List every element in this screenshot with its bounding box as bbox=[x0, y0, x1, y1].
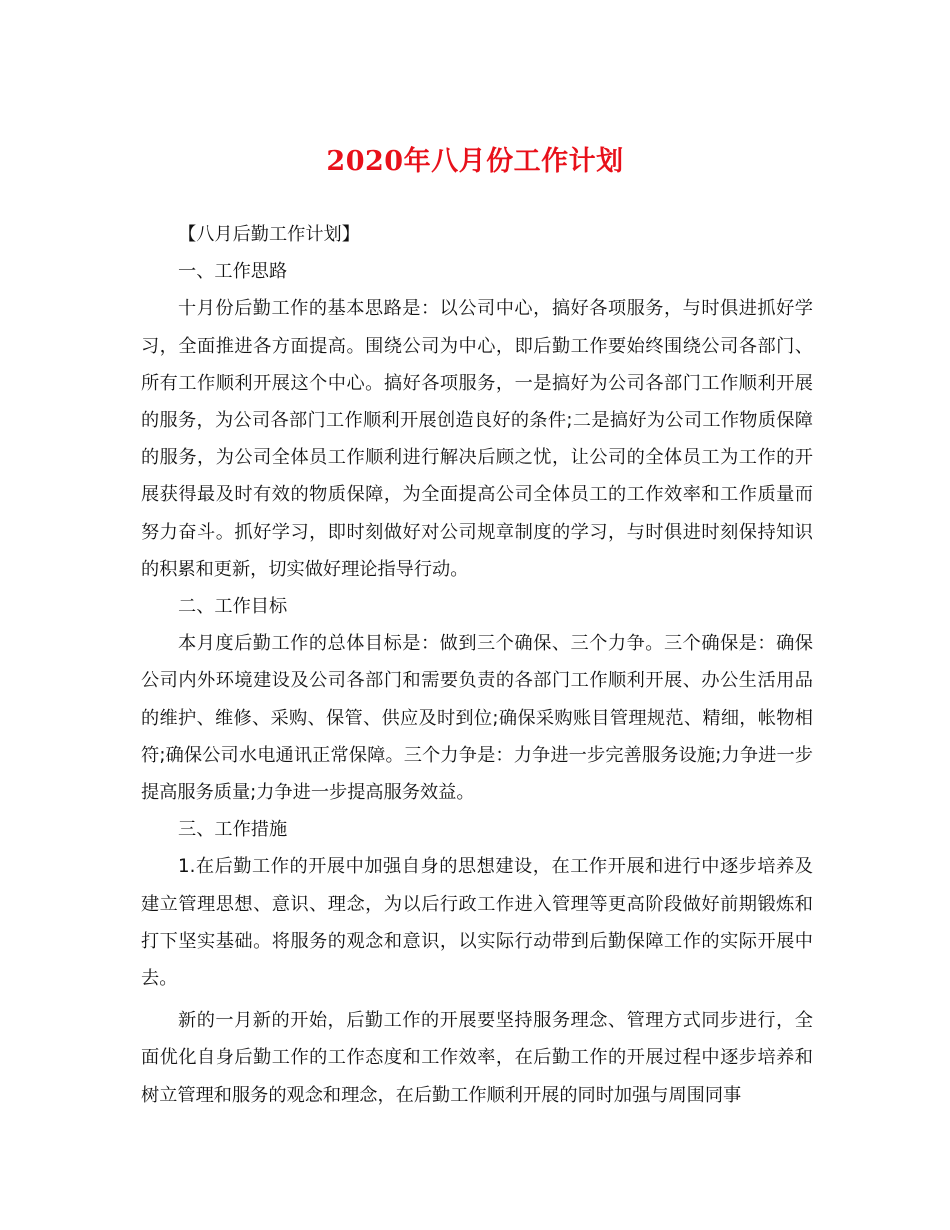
paragraph-3: 1.在后勤工作的开展中加强自身的思想建设，在工作开展和进行中逐步培养及建立管理思想、意识、理念，为以后行政工作进入管理等更高阶段做好前期锻炼和打下坚实基础。将服务的观念和意识，以实际行动带到后勤保障工作的实际开展中去。 bbox=[141, 856, 813, 990]
document-title: 2020年八月份工作计划 bbox=[326, 146, 624, 177]
section-heading-1: 一、工作思路 bbox=[178, 261, 288, 283]
paragraph-2: 本月度后勤工作的总体目标是：做到三个确保、三个力争。三个确保是：确保公司内外环境建设及公司各部门和需要负责的各部门工作顺利开展、办公生活用品的维护、维修、采购、保管、供应及时到位;确保采购账目管理规范、精细，帐物相符;确保公司水电通讯正常保障。三个力争是：力争进一步完善服务设施;力争进一步提高服务质量;力争进一步提高服务效益。 bbox=[141, 633, 813, 804]
section-label: 【八月后勤工作计划】 bbox=[178, 224, 360, 245]
paragraph-4: 新的一月新的开始，后勤工作的开展要坚持服务理念、管理方式同步进行，全面优化自身后勤工作的工作态度和工作效率，在后勤工作的开展过程中逐步培养和树立管理和服务的观念和理念，在后勤工作顺利开展的同时加强与周围同事 bbox=[141, 1010, 813, 1106]
section-heading-2: 二、工作目标 bbox=[178, 596, 288, 618]
document-body bbox=[141, 216, 813, 1114]
section-heading-3: 三、工作措施 bbox=[178, 819, 288, 841]
paragraph-1: 十月份后勤工作的基本思路是：以公司中心，搞好各项服务，与时俱进抓好学习，全面推进各方面提高。围绕公司为中心，即后勤工作要始终围绕公司各部门、所有工作顺利开展这个中心。搞好各项服务，一是搞好为公司各部门工作顺利开展的服务，为公司各部门工作顺利开展创造良好的条件;二是搞好为公司工作物质保障的服务，为公司全体员工作顺利进行解决后顾之忧，让公司的全体员工为工作的开展获得最及时有效的物质保障，为全面提高公司全体员工的工作效率和工作质量而努力奋斗。抓好学习，即时刻做好对公司规章制度的学习，与时俱进时刻保持知识的积累和更新，切实做好理论指导行动。 bbox=[141, 298, 813, 580]
